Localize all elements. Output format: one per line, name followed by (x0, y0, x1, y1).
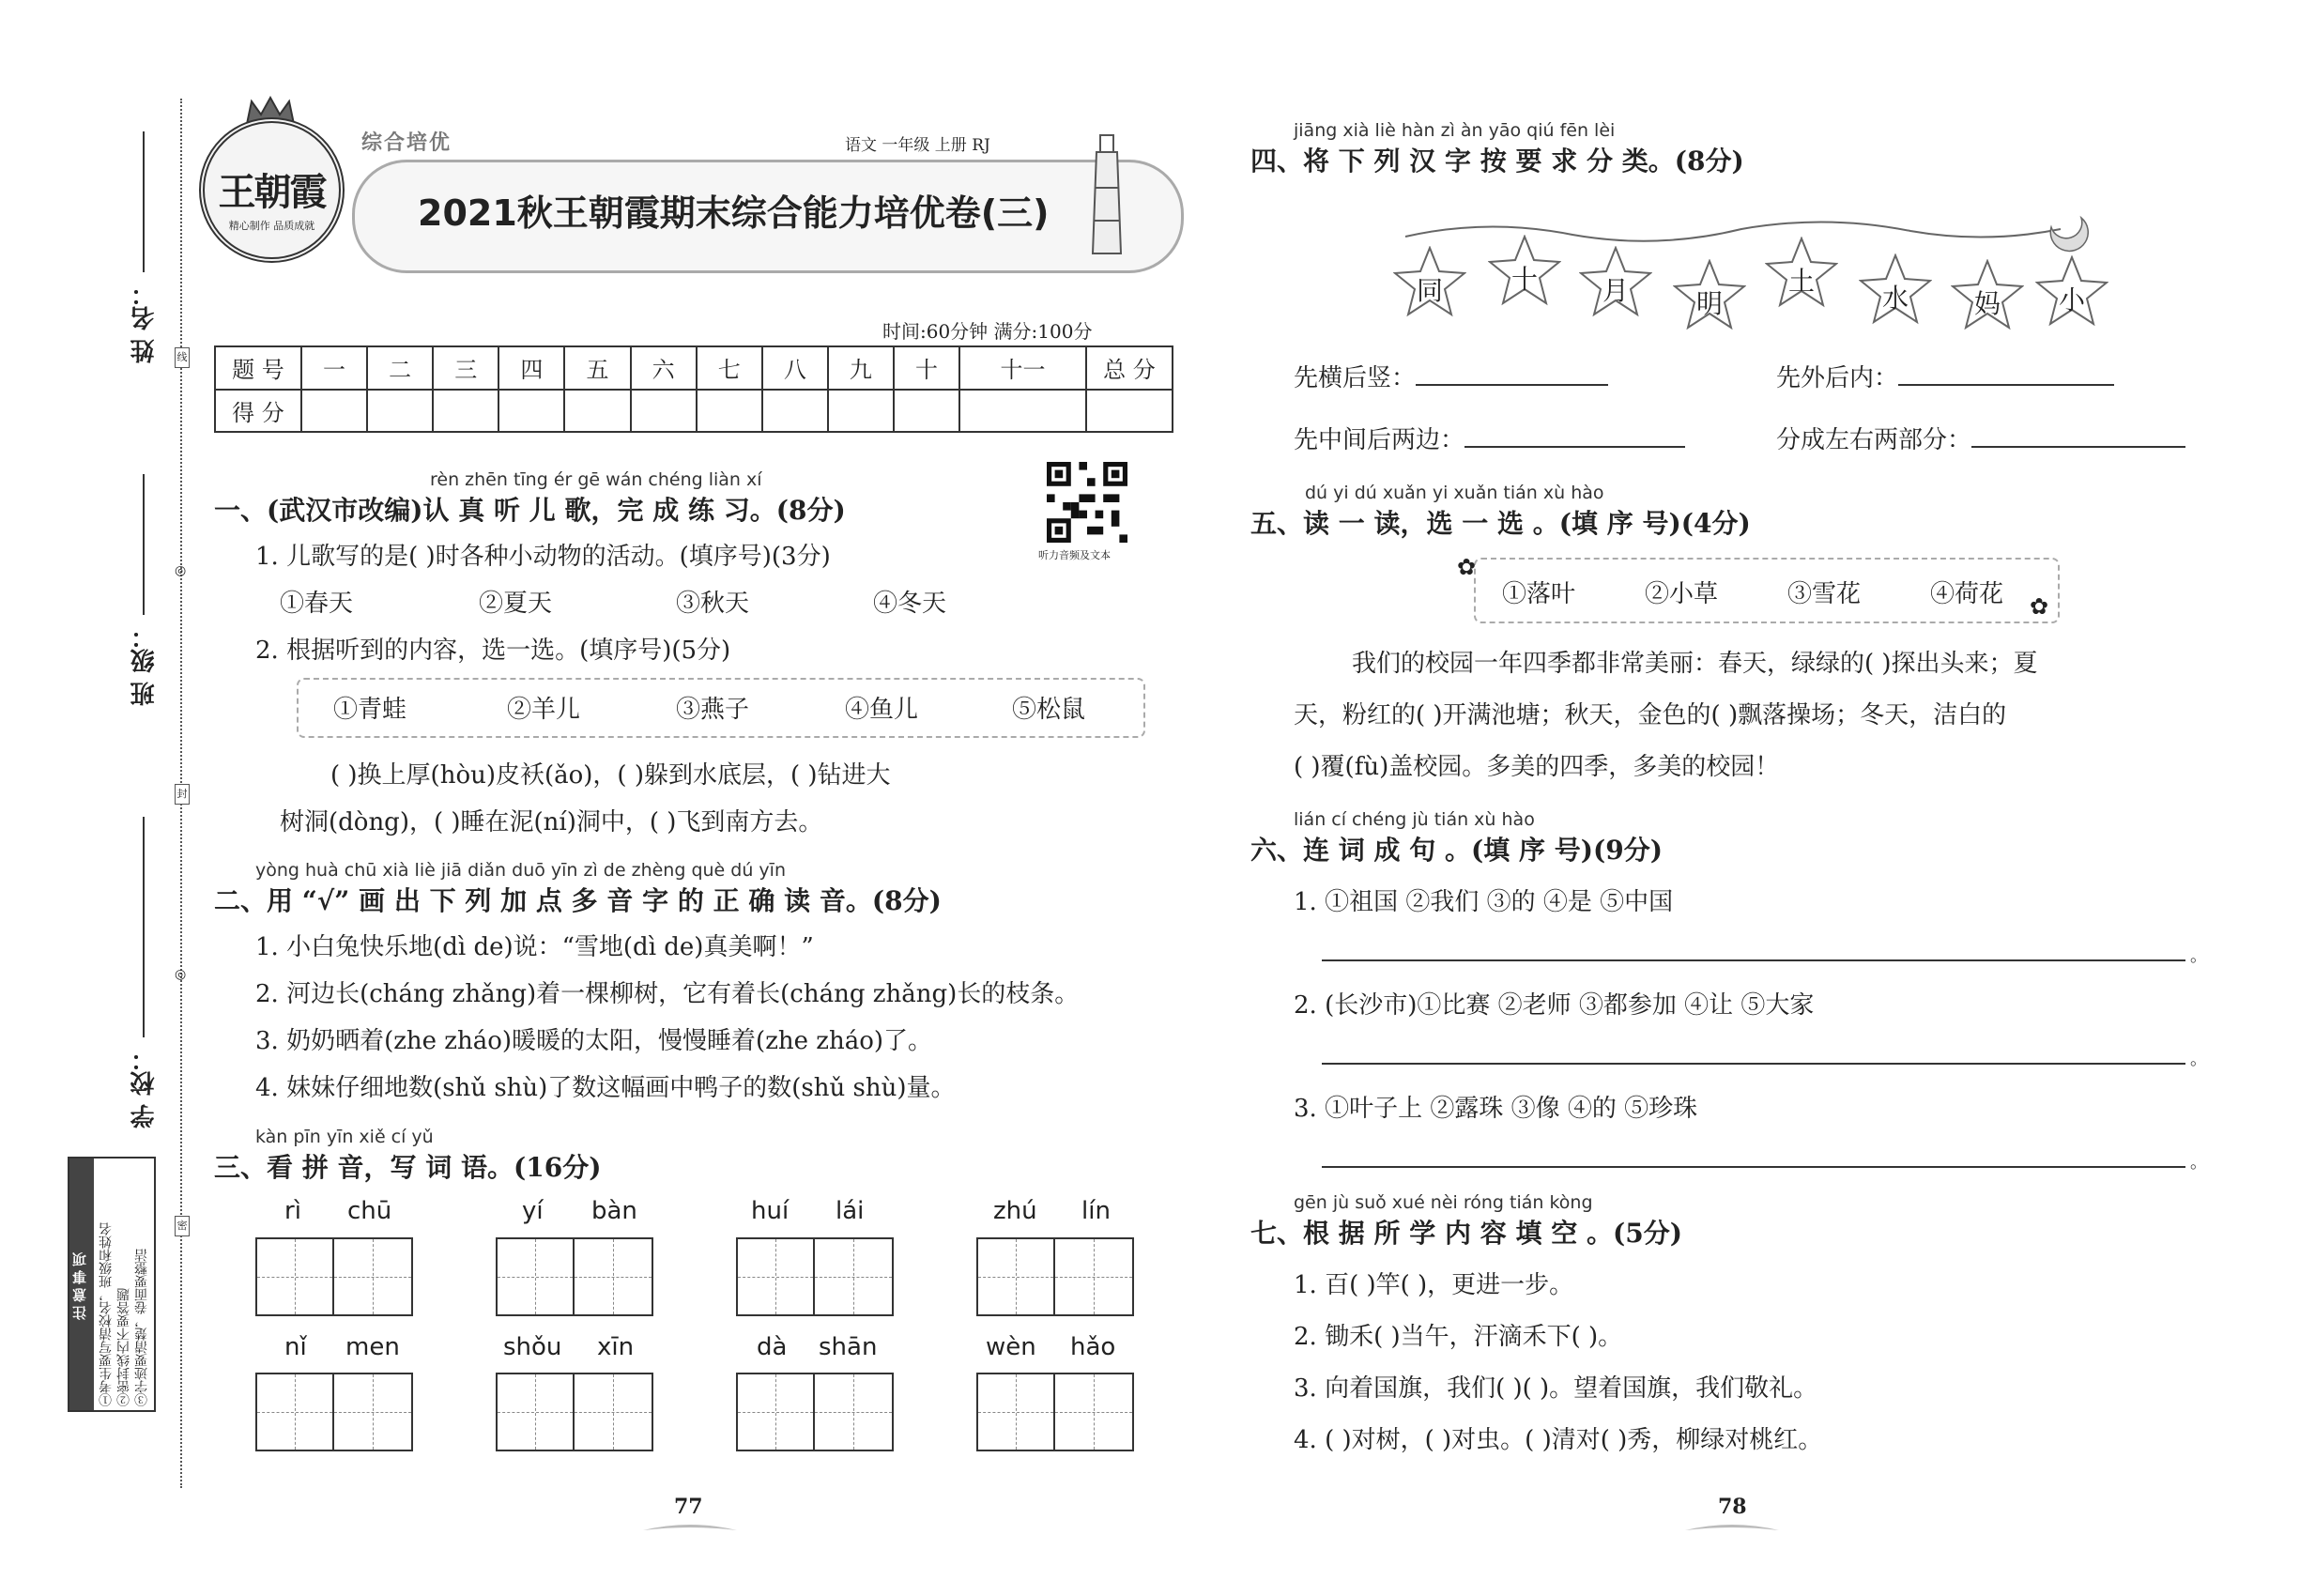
char-star (1859, 253, 1932, 325)
char-star (1673, 259, 1746, 330)
word-pinyin: zhú (993, 1197, 1037, 1225)
score-header-cell: 十 (894, 346, 959, 390)
score-header-cell: 题 号 (215, 346, 301, 390)
score-row-label: 得 分 (215, 390, 301, 433)
q7-line: 2. 锄禾( )当午，汗滴禾下( )。 (1294, 1323, 1623, 1351)
name-blank (143, 131, 145, 272)
tianzige-pair[interactable] (496, 1373, 653, 1451)
char-star (1579, 246, 1652, 317)
score-header-cell: 三 (433, 346, 498, 390)
q5-option: ②小草 (1645, 580, 1719, 608)
score-header-cell: 二 (367, 346, 433, 390)
score-cell[interactable] (1086, 390, 1173, 433)
star-char: 同 (1416, 275, 1443, 306)
page-number-right: 78 (1718, 1495, 1747, 1519)
notice-items (98, 1162, 151, 1406)
seal-mark: 密 (175, 1216, 190, 1236)
notice-item: ②密封线内不要答题 (116, 1288, 131, 1406)
char-star (1488, 235, 1561, 306)
q1-sub1-option: ①春天 (280, 590, 354, 618)
q1-title: 一、(武汉市改编)认 真 听 儿 歌，完 成 练 习。(8分) (214, 495, 846, 526)
q7-title: 七、根 据 所 学 内 容 填 空 。(5分) (1250, 1218, 1682, 1249)
tianzige-pair[interactable] (976, 1373, 1134, 1451)
school-blank (143, 817, 145, 1037)
q5-option: ①落叶 (1502, 580, 1576, 608)
school-label: 学 校： (130, 1047, 159, 1129)
flower-icon: ✿ (1457, 554, 1477, 580)
brand-logo (199, 117, 345, 263)
category-blank[interactable] (1416, 384, 1608, 386)
answer-line[interactable] (1322, 959, 2185, 961)
word-pinyin: bàn (591, 1197, 637, 1225)
logo-sub: 精心制作 品质成就 (228, 220, 315, 232)
page-title: 2021秋王朝霞期末综合能力培优卷(三) (418, 192, 1050, 234)
q5-pinyin: dú yi dú xuǎn yi xuǎn tián xù hào (1305, 483, 1604, 503)
q1-sub2: 2. 根据听到的内容，选一选。(填序号)(5分) (255, 637, 731, 665)
score-cell[interactable] (959, 390, 1086, 433)
word-pinyin: dà (757, 1333, 788, 1361)
tianzige-pair[interactable] (496, 1237, 653, 1316)
q5-passage-line: 我们的校园一年四季都非常美丽：春天，绿绿的( )探出头来；夏 (1352, 650, 2038, 678)
q2-line: 2. 河边长(cháng zhǎng)着一棵柳树，它有着长(cháng zhǎng)长的枝条。 (255, 980, 1080, 1008)
tianzige-pair[interactable] (736, 1237, 894, 1316)
seal-mark: 线 (175, 347, 190, 368)
q3-title: 三、看 拼 音，写 词 语。(16分) (214, 1152, 602, 1183)
q4-pinyin: jiāng xià liè hàn zì àn yāo qiú fēn lèi (1294, 120, 1616, 141)
q1-fill-line: 树洞(dòng)，( )睡在泥(ní)洞中，( )飞到南方去。 (280, 808, 823, 836)
q1-fill-line: ( )换上厚(hòu)皮袄(ǎo)，( )躲到水底层，( )钻进大 (330, 761, 891, 790)
notice-box (68, 1157, 156, 1412)
char-star (1765, 237, 1838, 308)
qr-code-icon[interactable] (1047, 462, 1127, 543)
q2-line: 3. 奶奶晒着(zhe zháo)暖暖的太阳，慢慢睡着(zhe zháo)了。 (255, 1027, 933, 1055)
q6-sub: 3. ①叶子上 ②露珠 ③像 ④的 ⑤珍珠 (1294, 1095, 1698, 1123)
word-pinyin: chū (347, 1197, 392, 1225)
qr-caption: 听力音频及文本 (1038, 549, 1111, 561)
tianzige-pair[interactable] (976, 1237, 1134, 1316)
q2-title: 二、用 “√” 画 出 下 列 加 点 多 音 字 的 正 确 读 音。(8分) (214, 885, 942, 916)
lighthouse-icon (1087, 131, 1127, 258)
q5-passage-line: 天，粉红的( )开满池塘；秋天，金色的( )飘落操场；冬天，洁白的 (1294, 701, 2007, 729)
word-pinyin: nǐ (284, 1333, 307, 1361)
q6-sub: 2. (长沙市)①比赛 ②老师 ③都参加 ④让 ⑤大家 (1294, 991, 1815, 1020)
score-header-cell: 六 (631, 346, 697, 390)
score-cell[interactable] (498, 390, 564, 433)
word-pinyin: yí (522, 1197, 544, 1225)
q5-title: 五、读 一 读，选 一 选 。(填 序 号)(4分) (1250, 508, 1751, 539)
q4-category (1776, 421, 2185, 455)
name-label: 姓 名： (130, 282, 159, 364)
q1-sub2-option: ③燕子 (676, 696, 750, 724)
category-blank[interactable] (1971, 446, 2185, 448)
score-header-cell: 五 (564, 346, 630, 390)
word-pinyin: wèn (986, 1333, 1036, 1361)
answer-line[interactable] (1322, 1063, 2185, 1065)
q5-passage-line: ( )覆(fù)盖校园。多美的四季，多美的校园！ (1294, 753, 1780, 781)
q4-category (1294, 359, 1608, 393)
score-cell[interactable] (828, 390, 894, 433)
score-table (214, 345, 1173, 433)
star-char: 月 (1602, 275, 1629, 306)
logo-text: 王朝霞 (218, 170, 326, 214)
score-header-cell: 十一 (959, 346, 1086, 390)
q1-sub1-option: ②夏天 (479, 590, 553, 618)
score-cell[interactable] (301, 390, 367, 433)
char-star (1951, 259, 2024, 330)
score-header-cell: 八 (762, 346, 828, 390)
score-header-cell: 九 (828, 346, 894, 390)
q4-category (1294, 421, 1685, 455)
score-cell[interactable] (697, 390, 762, 433)
q1-sub2-option: ①青蛙 (333, 696, 407, 724)
word-pinyin: shān (819, 1333, 878, 1361)
score-header-row (215, 346, 1173, 390)
score-cell[interactable] (762, 390, 828, 433)
notice-tag: 注意事项 (69, 1159, 94, 1410)
banner-label: 综合培优 (361, 130, 452, 155)
sentence-end: 。 (2190, 1050, 2207, 1069)
q2-line: 4. 妹妹仔细地数(shǔ shù)了数这幅画中鸭子的数(shǔ shù)量。 (255, 1074, 956, 1102)
q1-sub1: 1. 儿歌写的是( )时各种小动物的活动。(填序号)(3分) (255, 543, 831, 571)
notice-item: ③字迹要清楚，卷面要整洁 (134, 1249, 149, 1406)
star-char: 土 (1787, 266, 1815, 297)
circle-mark: ◎ (175, 563, 187, 578)
star-char: 十 (1510, 264, 1538, 295)
q1-pinyin: rèn zhēn tīng ér gē wán chéng liàn xí (430, 469, 762, 490)
word-pinyin: xīn (597, 1333, 635, 1361)
notice-item: ①考生要写清校名，班级和姓名 (99, 1222, 114, 1406)
score-header-cell: 总 分 (1086, 346, 1173, 390)
star-char: 水 (1881, 283, 1909, 314)
q7-line: 3. 向着国旗，我们( )( )。望着国旗，我们敬礼。 (1294, 1374, 1818, 1403)
sentence-end: 。 (2190, 946, 2207, 966)
page-number-left: 77 (674, 1495, 703, 1519)
q7-line: 1. 百( )竿( )，更进一步。 (1294, 1271, 1574, 1299)
page-swoosh-icon (638, 1521, 742, 1540)
category-label: 先外后内： (1776, 364, 1899, 392)
q1-sub1-option: ④冬天 (873, 590, 947, 618)
char-star (1393, 246, 1466, 317)
q6-pinyin: lián cí chéng jù tián xù hào (1294, 809, 1535, 830)
word-pinyin: hǎo (1070, 1333, 1116, 1361)
seal-mark: 封 (175, 784, 190, 805)
score-value-row (215, 390, 1173, 433)
subject-info: 语文 一年级 上册 RJ (845, 136, 990, 155)
q5-option: ④荷花 (1930, 580, 2004, 608)
q1-sub2-option: ②羊儿 (507, 696, 581, 724)
tianzige-pair[interactable] (736, 1373, 894, 1451)
score-cell[interactable] (433, 390, 498, 433)
tianzige-pair[interactable] (255, 1237, 413, 1316)
q2-line: 1. 小白兔快乐地(dì de)说：“雪地(dì de)真美啊！” (255, 933, 814, 961)
q1-sub2-option: ④鱼儿 (845, 696, 919, 724)
score-cell[interactable] (367, 390, 433, 433)
score-header-cell: 七 (697, 346, 762, 390)
category-label: 分成左右两部分： (1776, 426, 1972, 454)
score-cell[interactable] (564, 390, 630, 433)
score-cell[interactable] (894, 390, 959, 433)
score-header-cell: 四 (498, 346, 564, 390)
q2-pinyin: yòng huà chū xià liè jiā diǎn duō yīn zì de zhèng què dú yīn (255, 860, 786, 881)
q7-pinyin: gēn jù suǒ xué nèi róng tián kòng (1294, 1192, 1593, 1213)
word-pinyin: huí (751, 1197, 790, 1225)
star-char: 小 (2058, 284, 2085, 315)
category-blank[interactable] (1464, 446, 1685, 448)
class-label: 班 级： (130, 624, 159, 707)
char-star (2035, 255, 2108, 327)
q7-line: 4. ( )对树，( )对虫。( )清对( )秀，柳绿对桃红。 (1294, 1426, 1823, 1454)
q1-sub2-option: ⑤松鼠 (1012, 696, 1086, 724)
circle-mark: ◎ (175, 967, 187, 982)
sentence-end: 。 (2190, 1153, 2207, 1173)
word-pinyin: lín (1081, 1197, 1111, 1225)
score-cell[interactable] (631, 390, 697, 433)
category-label: 先中间后两边： (1294, 426, 1465, 454)
category-label: 先横后竖： (1294, 364, 1417, 392)
word-pinyin: shǒu (503, 1333, 562, 1361)
star-char: 明 (1695, 288, 1723, 319)
answer-line[interactable] (1322, 1166, 2185, 1168)
page-swoosh-icon (1680, 1521, 1784, 1540)
score-header-cell: 一 (301, 346, 367, 390)
q4-title: 四、将 下 列 汉 字 按 要 求 分 类。(8分) (1250, 146, 1744, 176)
star-char: 妈 (1973, 288, 2001, 319)
q6-sub: 1. ①祖国 ②我们 ③的 ④是 ⑤中国 (1294, 888, 1674, 916)
word-pinyin: rì (284, 1197, 301, 1225)
q4-category (1776, 359, 2114, 393)
time-info: 时间:60分钟 满分:100分 (882, 320, 1093, 343)
q1-sub1-option: ③秋天 (676, 590, 750, 618)
q6-title: 六、连 词 成 句 。(填 序 号)(9分) (1250, 835, 1663, 866)
tianzige-pair[interactable] (255, 1373, 413, 1451)
q3-pinyin: kàn pīn yīn xiě cí yǔ (255, 1127, 434, 1147)
q5-option: ③雪花 (1787, 580, 1862, 608)
category-blank[interactable] (1898, 384, 2114, 386)
word-pinyin: lái (836, 1197, 865, 1225)
class-blank (143, 474, 145, 615)
word-pinyin: men (345, 1333, 400, 1361)
flower-icon: ✿ (2030, 593, 2049, 620)
